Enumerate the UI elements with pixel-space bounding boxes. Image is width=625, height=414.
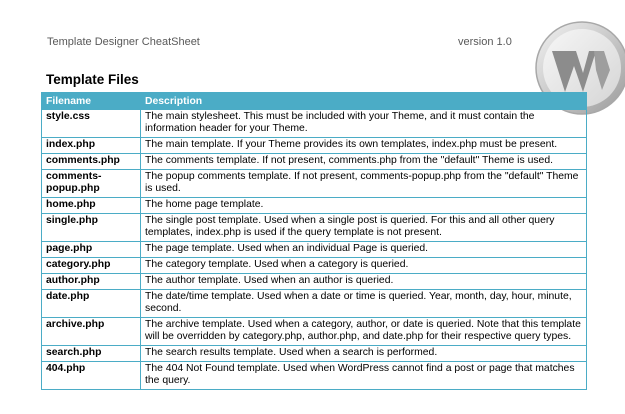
filename-cell: category.php [42,258,141,274]
table-row [42,170,587,198]
filename-cell: author.php [42,274,141,290]
description-cell: The main stylesheet. This must be included with your Theme, and it must contain the information header for your Theme. [141,110,587,138]
column-header-filename: Filename [42,93,141,110]
table-row [42,214,587,242]
description-cell: The popup comments template. If not present, comments-popup.php from the "default" Theme is used. [141,170,587,198]
filename-cell: 404.php [42,362,141,390]
filename-cell: index.php [42,138,141,154]
description-cell: The comments template. If not present, comments.php from the "default" Theme is used. [141,154,587,170]
table-row [42,154,587,170]
table-row [42,242,587,258]
description-cell: The search results template. Used when a search is performed. [141,346,587,362]
table-row [42,138,587,154]
filename-cell: search.php [42,346,141,362]
table-row [42,110,587,138]
document-title: Template Designer CheatSheet [47,36,200,48]
table-row [42,346,587,362]
filename-cell: archive.php [42,318,141,346]
description-cell: The home page template. [141,198,587,214]
filename-cell: date.php [42,290,141,318]
version-label: version 1.0 [458,36,512,48]
description-cell: The category template. Used when a category is queried. [141,258,587,274]
table-row [42,290,587,318]
template-files-table [41,92,587,390]
filename-cell: single.php [42,214,141,242]
section-title: Template Files [46,72,139,87]
description-cell: The single post template. Used when a single post is queried. For this and all other query templates, index.php is used if the query template is not present. [141,214,587,242]
table-row [42,258,587,274]
table-row [42,318,587,346]
description-cell: The author template. Used when an author is queried. [141,274,587,290]
table-header-row [42,93,587,110]
description-cell: The date/time template. Used when a date or time is queried. Year, month, day, hour, minute, second. [141,290,587,318]
filename-cell: home.php [42,198,141,214]
description-cell: The main template. If your Theme provides its own templates, index.php must be present. [141,138,587,154]
filename-cell: comments-popup.php [42,170,141,198]
filename-cell: comments.php [42,154,141,170]
description-cell: The 404 Not Found template. Used when WordPress cannot find a post or page that matches the query. [141,362,587,390]
filename-cell: style.css [42,110,141,138]
table-row [42,362,587,390]
table-row [42,274,587,290]
column-header-description: Description [141,93,587,110]
description-cell: The archive template. Used when a category, author, or date is queried. Note that this template will be overridden by category.php, author.php, and date.php for their respective query types. [141,318,587,346]
description-cell: The page template. Used when an individual Page is queried. [141,242,587,258]
table-row [42,198,587,214]
filename-cell: page.php [42,242,141,258]
